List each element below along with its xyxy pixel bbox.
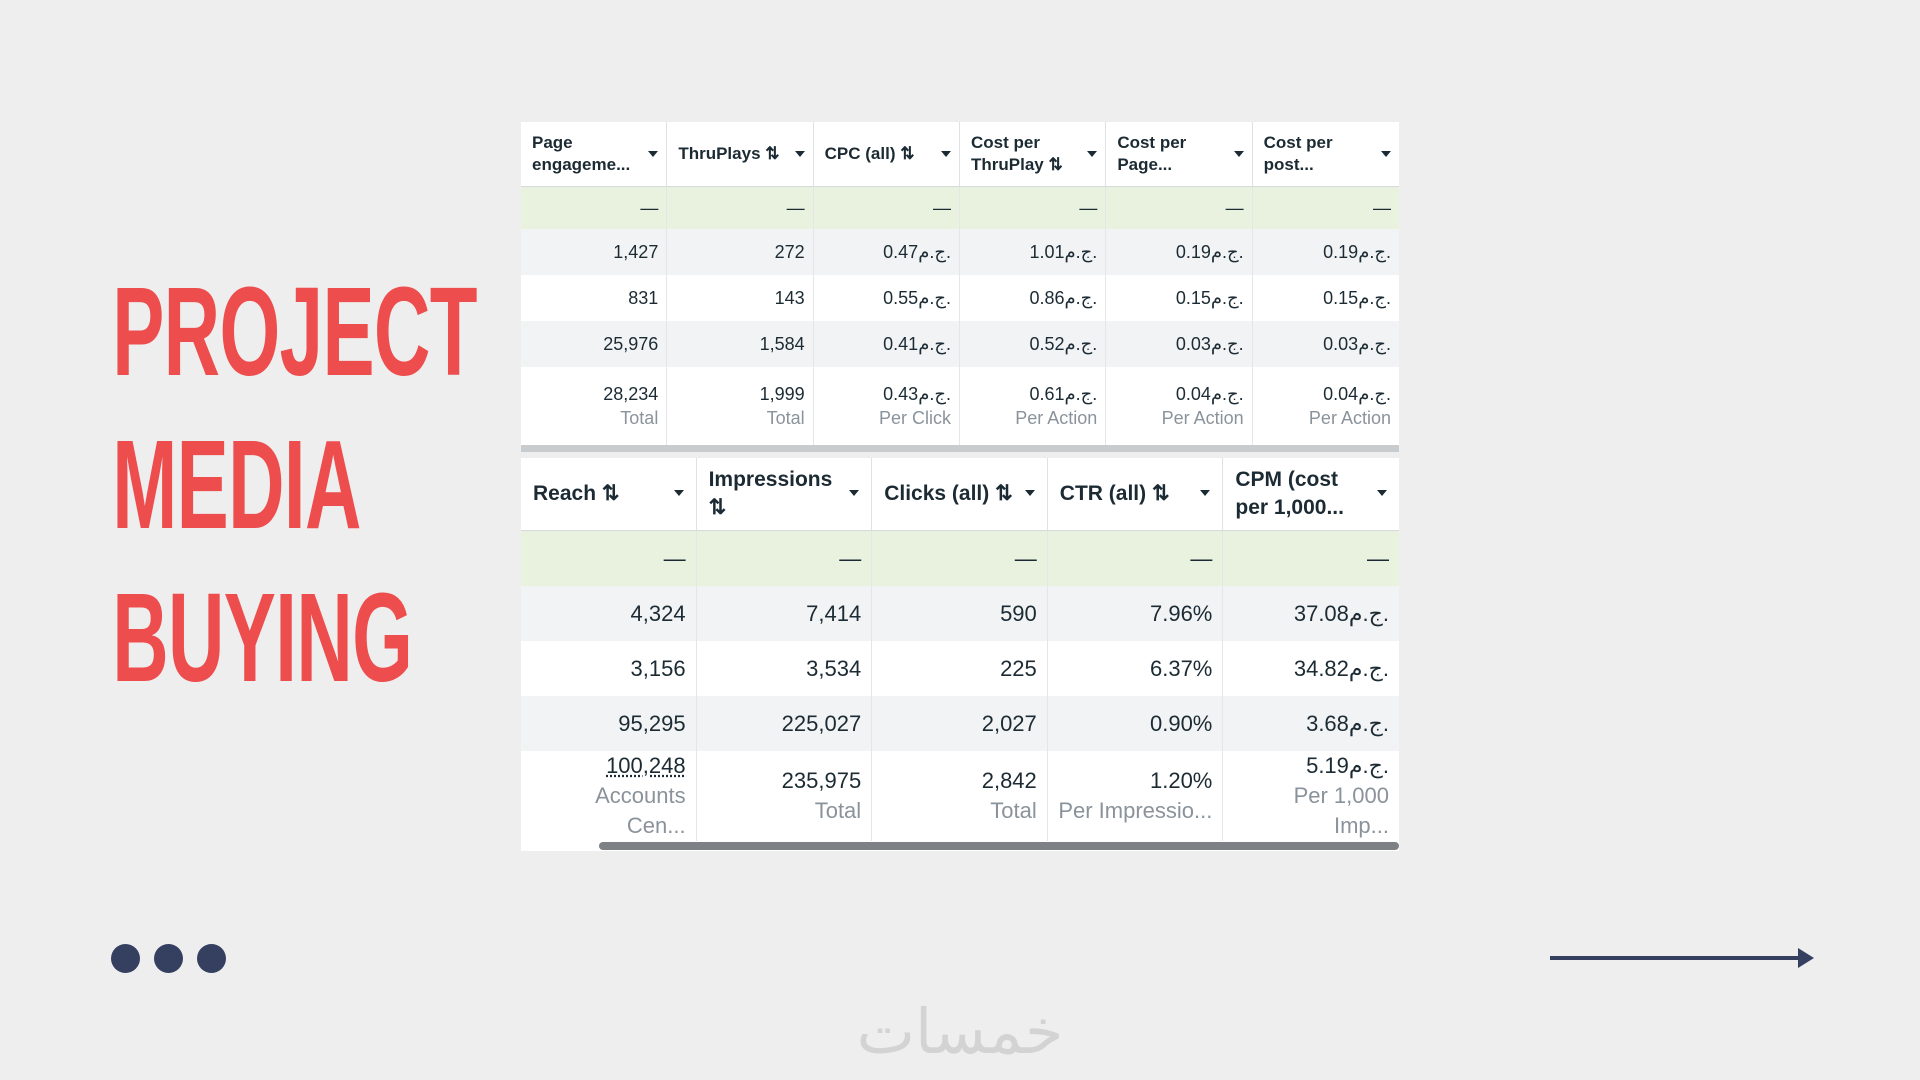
table-cell: — xyxy=(1106,187,1252,229)
arrow-shaft xyxy=(1550,956,1802,960)
caret-down-icon[interactable] xyxy=(795,151,805,157)
table-cell: 0.19ج.م. xyxy=(1106,229,1252,275)
column-header[interactable] xyxy=(1106,122,1252,186)
metrics-table-top xyxy=(521,122,1399,452)
table-cell: — xyxy=(960,187,1106,229)
total-value: 5.19ج.م. xyxy=(1306,753,1389,778)
table-cell: 0.52ج.م. xyxy=(960,321,1106,367)
total-value: 0.04ج.م. xyxy=(1323,384,1391,404)
caret-down-icon[interactable] xyxy=(648,151,658,157)
column-header-label: Reach ⇅ xyxy=(533,482,620,505)
total-cell xyxy=(1223,751,1399,841)
total-value: 28,234 xyxy=(603,384,659,404)
column-header[interactable] xyxy=(521,458,697,530)
table-cell: 0.41ج.م. xyxy=(814,321,960,367)
caret-down-icon[interactable] xyxy=(1025,490,1035,496)
caret-down-icon[interactable] xyxy=(1200,490,1210,496)
total-label: Per Click xyxy=(878,408,951,428)
scrollbar-thumb[interactable] xyxy=(599,842,1399,850)
horizontal-scrollbar[interactable] xyxy=(521,841,1399,851)
caret-down-icon[interactable] xyxy=(674,490,684,496)
total-label: Total xyxy=(766,408,805,428)
column-header-label: Cost per Page... xyxy=(1117,133,1187,174)
table-cell: 3,156 xyxy=(521,641,697,696)
table-row xyxy=(521,275,1399,321)
table-cell: 272 xyxy=(667,229,813,275)
table-cell: 0.55ج.م. xyxy=(814,275,960,321)
table-row xyxy=(521,696,1399,751)
caret-down-icon[interactable] xyxy=(1381,151,1391,157)
column-header[interactable] xyxy=(1048,458,1224,530)
total-cell xyxy=(1253,367,1399,445)
table-cell: 6.37% xyxy=(1048,641,1224,696)
table-header xyxy=(521,458,1399,531)
arrow-head xyxy=(1798,948,1814,968)
caret-down-icon[interactable] xyxy=(849,490,859,496)
column-header[interactable] xyxy=(1253,122,1399,186)
total-label: Total xyxy=(990,798,1037,823)
arrow-right-icon[interactable] xyxy=(1550,947,1814,967)
column-header-label: CPC (all) ⇅ xyxy=(824,144,915,163)
table-cell: 0.47ج.م. xyxy=(814,229,960,275)
table-cell: — xyxy=(667,187,813,229)
totals-row xyxy=(521,751,1399,841)
table-cell: 0.03ج.م. xyxy=(1106,321,1252,367)
table-cell: 1,584 xyxy=(667,321,813,367)
total-label: Total xyxy=(620,408,659,428)
column-header[interactable] xyxy=(872,458,1048,530)
table-cell: 143 xyxy=(667,275,813,321)
column-header-label: Cost per ThruPlay ⇅ xyxy=(970,133,1063,174)
table-cell: 225,027 xyxy=(697,696,873,751)
table-row xyxy=(521,531,1399,586)
column-header-label: CPM (cost per 1,000... xyxy=(1235,468,1344,519)
table-cell: — xyxy=(521,531,697,586)
total-label: Total xyxy=(814,798,862,823)
table-cell: 0.15ج.م. xyxy=(1323,288,1391,308)
total-value: 0.04ج.م. xyxy=(1175,384,1244,404)
table-cell: 3,534 xyxy=(697,641,873,696)
table-cell: 1,427 xyxy=(521,229,667,275)
watermark-logo: خمسات xyxy=(856,995,1064,1068)
total-cell xyxy=(1048,751,1224,841)
table-cell: — xyxy=(872,531,1048,586)
total-value: 1.20% xyxy=(1149,768,1213,793)
total-label: Per Action xyxy=(1015,408,1098,428)
table-cell: 590 xyxy=(872,586,1048,641)
table-row xyxy=(521,641,1399,696)
table-cell: — xyxy=(521,187,667,229)
table-header xyxy=(521,122,1399,187)
column-header[interactable] xyxy=(1223,458,1399,530)
column-header[interactable] xyxy=(814,122,960,186)
caret-down-icon[interactable] xyxy=(1377,490,1387,496)
total-value: 1,999 xyxy=(759,384,805,404)
column-header-label: Cost per post... xyxy=(1263,133,1333,174)
table-cell: 1.01ج.م. xyxy=(960,229,1106,275)
total-value: 235,975 xyxy=(781,768,862,793)
column-header-label: ThruPlays ⇅ xyxy=(678,144,780,163)
column-header[interactable] xyxy=(960,122,1106,186)
table-cell: 37.08ج.م. xyxy=(1293,600,1389,626)
column-header[interactable] xyxy=(521,122,667,186)
table-cell: — xyxy=(1366,545,1389,571)
total-cell xyxy=(697,751,873,841)
table-row xyxy=(521,229,1399,275)
column-header[interactable] xyxy=(667,122,813,186)
totals-row xyxy=(521,367,1399,445)
total-label: Per Action xyxy=(1161,408,1244,428)
table-cell: 0.90% xyxy=(1048,696,1224,751)
caret-down-icon[interactable] xyxy=(1234,151,1244,157)
total-cell xyxy=(521,367,667,445)
title-line-3: BUYING xyxy=(112,567,413,708)
column-header-label: Clicks (all) ⇅ xyxy=(884,482,1013,505)
slide-title xyxy=(40,255,477,714)
table-cell: 0.19ج.م. xyxy=(1323,242,1391,262)
total-value: 0.43ج.م. xyxy=(883,384,951,404)
table-cell: 4,324 xyxy=(521,586,697,641)
table-row xyxy=(521,187,1399,229)
dot xyxy=(111,944,140,973)
table-cell: 25,976 xyxy=(521,321,667,367)
table-cell: 7.96% xyxy=(1048,586,1224,641)
dot xyxy=(197,944,226,973)
total-value: 2,842 xyxy=(981,768,1037,793)
table-cell: — xyxy=(814,187,960,229)
table-cell: 225 xyxy=(872,641,1048,696)
title-line-1: PROJECT xyxy=(112,261,477,402)
table-cell: — xyxy=(697,531,873,586)
total-cell xyxy=(814,367,960,445)
table-cell: 7,414 xyxy=(697,586,873,641)
table-cell: 0.03ج.م. xyxy=(1323,334,1391,354)
table-cell: — xyxy=(1048,531,1224,586)
table-cell: 34.82ج.م. xyxy=(1293,655,1389,681)
dot xyxy=(154,944,183,973)
title-line-2: MEDIA xyxy=(112,414,361,555)
total-cell xyxy=(521,751,697,841)
table-cell: 3.68ج.م. xyxy=(1306,710,1389,736)
table-cell: 0.86ج.م. xyxy=(960,275,1106,321)
total-label: Per Action xyxy=(1308,408,1391,428)
total-label: Accounts Cen... xyxy=(595,783,686,838)
total-label: Per Impressio... xyxy=(1058,798,1213,823)
table-cell: 0.15ج.م. xyxy=(1106,275,1252,321)
total-label: Per 1,000 Imp... xyxy=(1293,783,1389,838)
total-value: 0.61ج.م. xyxy=(1029,384,1098,404)
column-header-label: Page engageme... xyxy=(532,133,631,174)
table-cell: 831 xyxy=(521,275,667,321)
table-row xyxy=(521,321,1399,367)
total-cell xyxy=(872,751,1048,841)
table-cell: 95,295 xyxy=(521,696,697,751)
total-cell xyxy=(1106,367,1252,445)
table-divider xyxy=(521,445,1399,452)
table-cell: — xyxy=(1372,198,1391,218)
metrics-table-bottom xyxy=(521,458,1399,851)
column-header-label: Impressions ⇅ xyxy=(708,468,833,519)
table-cell: 2,027 xyxy=(872,696,1048,751)
column-header[interactable] xyxy=(697,458,873,530)
caret-down-icon[interactable] xyxy=(1087,151,1097,157)
column-header-label: CTR (all) ⇅ xyxy=(1059,482,1170,505)
caret-down-icon[interactable] xyxy=(941,151,951,157)
table-row xyxy=(521,586,1399,641)
total-cell xyxy=(667,367,813,445)
total-cell xyxy=(960,367,1106,445)
total-value[interactable]: 100,248 xyxy=(606,753,686,778)
